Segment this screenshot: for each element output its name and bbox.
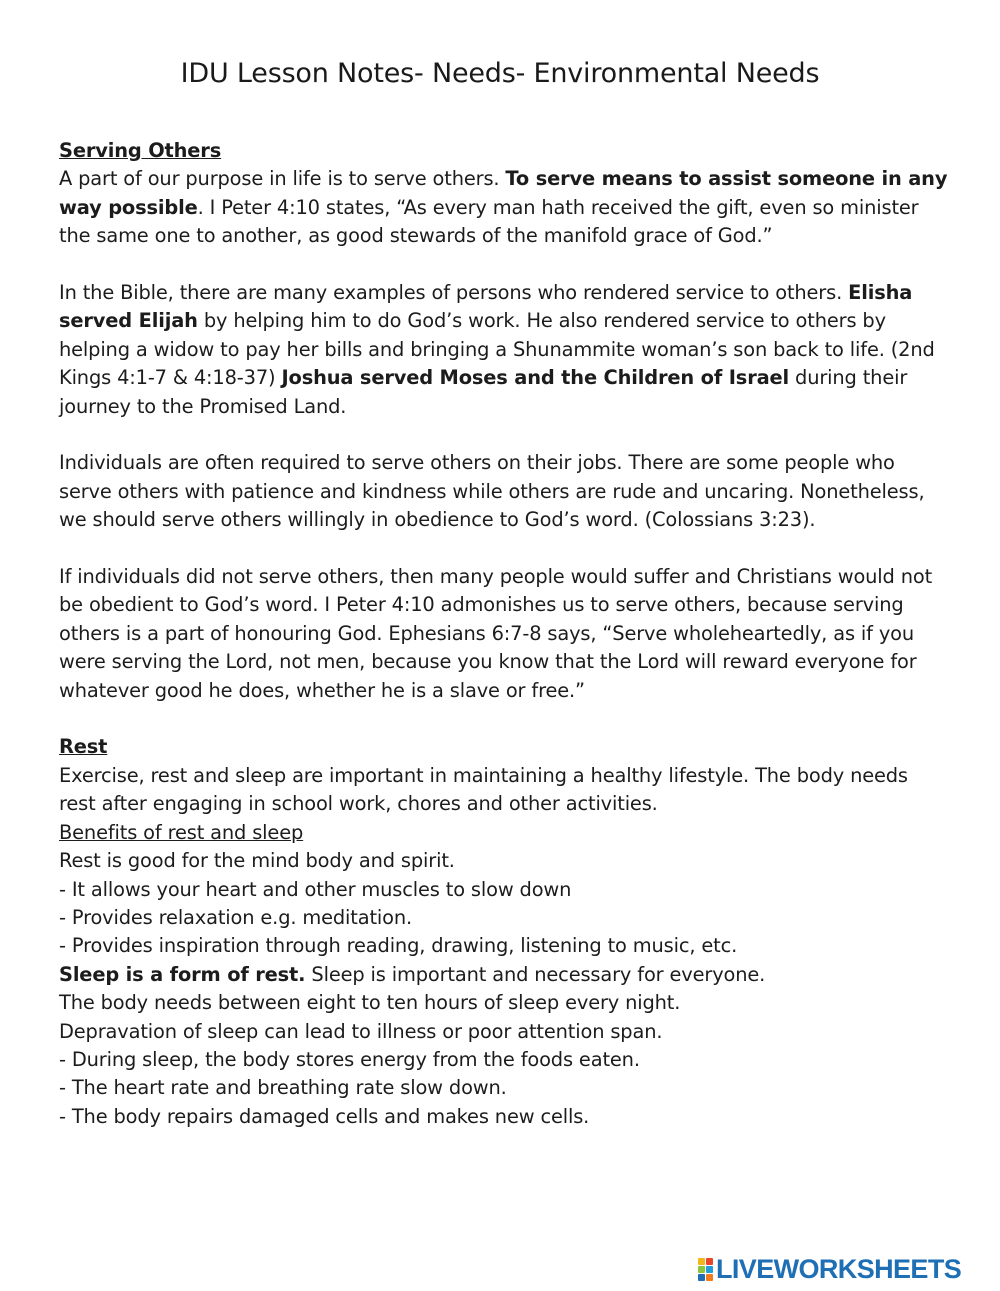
list-item: - It allows your heart and other muscles to slow down xyxy=(59,877,572,901)
text-line: Depravation of sleep can lead to illness or poor attention span. xyxy=(59,1019,663,1043)
section-heading-rest: Rest xyxy=(59,735,108,759)
paragraph: If individuals did not serve others, then many people would suffer and Christians would not be obedient to God’s word. I Peter 4:10 admonishes us to serve others, because serving others is a part of honouring God. Ephesians 6:7-8 says, “Serve wholeheartedly, as if you were serving the Lord, not men, because you know that the Lord will reward everyone for whatever good he does, whether he is a slave or free.” xyxy=(59,565,933,702)
paragraph: In the Bible, there are many examples of persons who rendered service to others. Elisha served Elijah by helping him to do God’s work. He also rendered service to others by helping a widow to pay her bills and bringing a Shunammite woman’s son back to life. (2nd Kings 4:1-7 & 4:18-37) Joshua served Moses and the Children of Israel during their journey to the Promised Land. xyxy=(59,281,935,418)
paragraph: Exercise, rest and sleep are important in maintaining a healthy lifestyle. The body needs rest after engaging in school work, chores and other activities. xyxy=(59,763,908,816)
liveworksheets-logo[interactable] xyxy=(698,1254,961,1284)
page-title: IDU Lesson Notes- Needs- Environmental Needs xyxy=(180,58,820,89)
subheading-benefits: Benefits of rest and sleep xyxy=(59,820,304,844)
section-heading-serving-others: Serving Others xyxy=(59,139,222,162)
list-item: - Provides relaxation e.g. meditation. xyxy=(59,905,413,929)
list-item: - The heart rate and breathing rate slow down. xyxy=(59,1076,507,1100)
text-line: Rest is good for the mind body and spirit. xyxy=(59,849,455,873)
paragraph: A part of our purpose in life is to serve others. To serve means to assist someone in any way possible. I Peter 4:10 states, “As every man hath received the gift, even so minister the same one to another, as good stewards of the manifold grace of God.” xyxy=(59,167,948,248)
text-line: The body needs between eight to ten hours of sleep every night. xyxy=(59,991,681,1015)
list-item: - During sleep, the body stores energy from the foods eaten. xyxy=(59,1047,640,1071)
text-line: Sleep is a form of rest. Sleep is important and necessary for everyone. xyxy=(59,962,766,986)
list-item: - Provides inspiration through reading, drawing, listening to music, etc. xyxy=(59,934,738,958)
logo-text: LIVEWORKSHEETS xyxy=(716,1253,962,1284)
document-body xyxy=(59,137,949,1131)
paragraph: Individuals are often required to serve others on their jobs. There are some people who serve others with patience and kindness while others are rude and uncaring. Nonetheless, we should serve others willingly in obedience to God’s word. (Colossians 3:23). xyxy=(59,451,925,532)
list-item: - The body repairs damaged cells and makes new cells. xyxy=(59,1104,590,1128)
liveworksheets-logo-icon xyxy=(698,1258,713,1281)
